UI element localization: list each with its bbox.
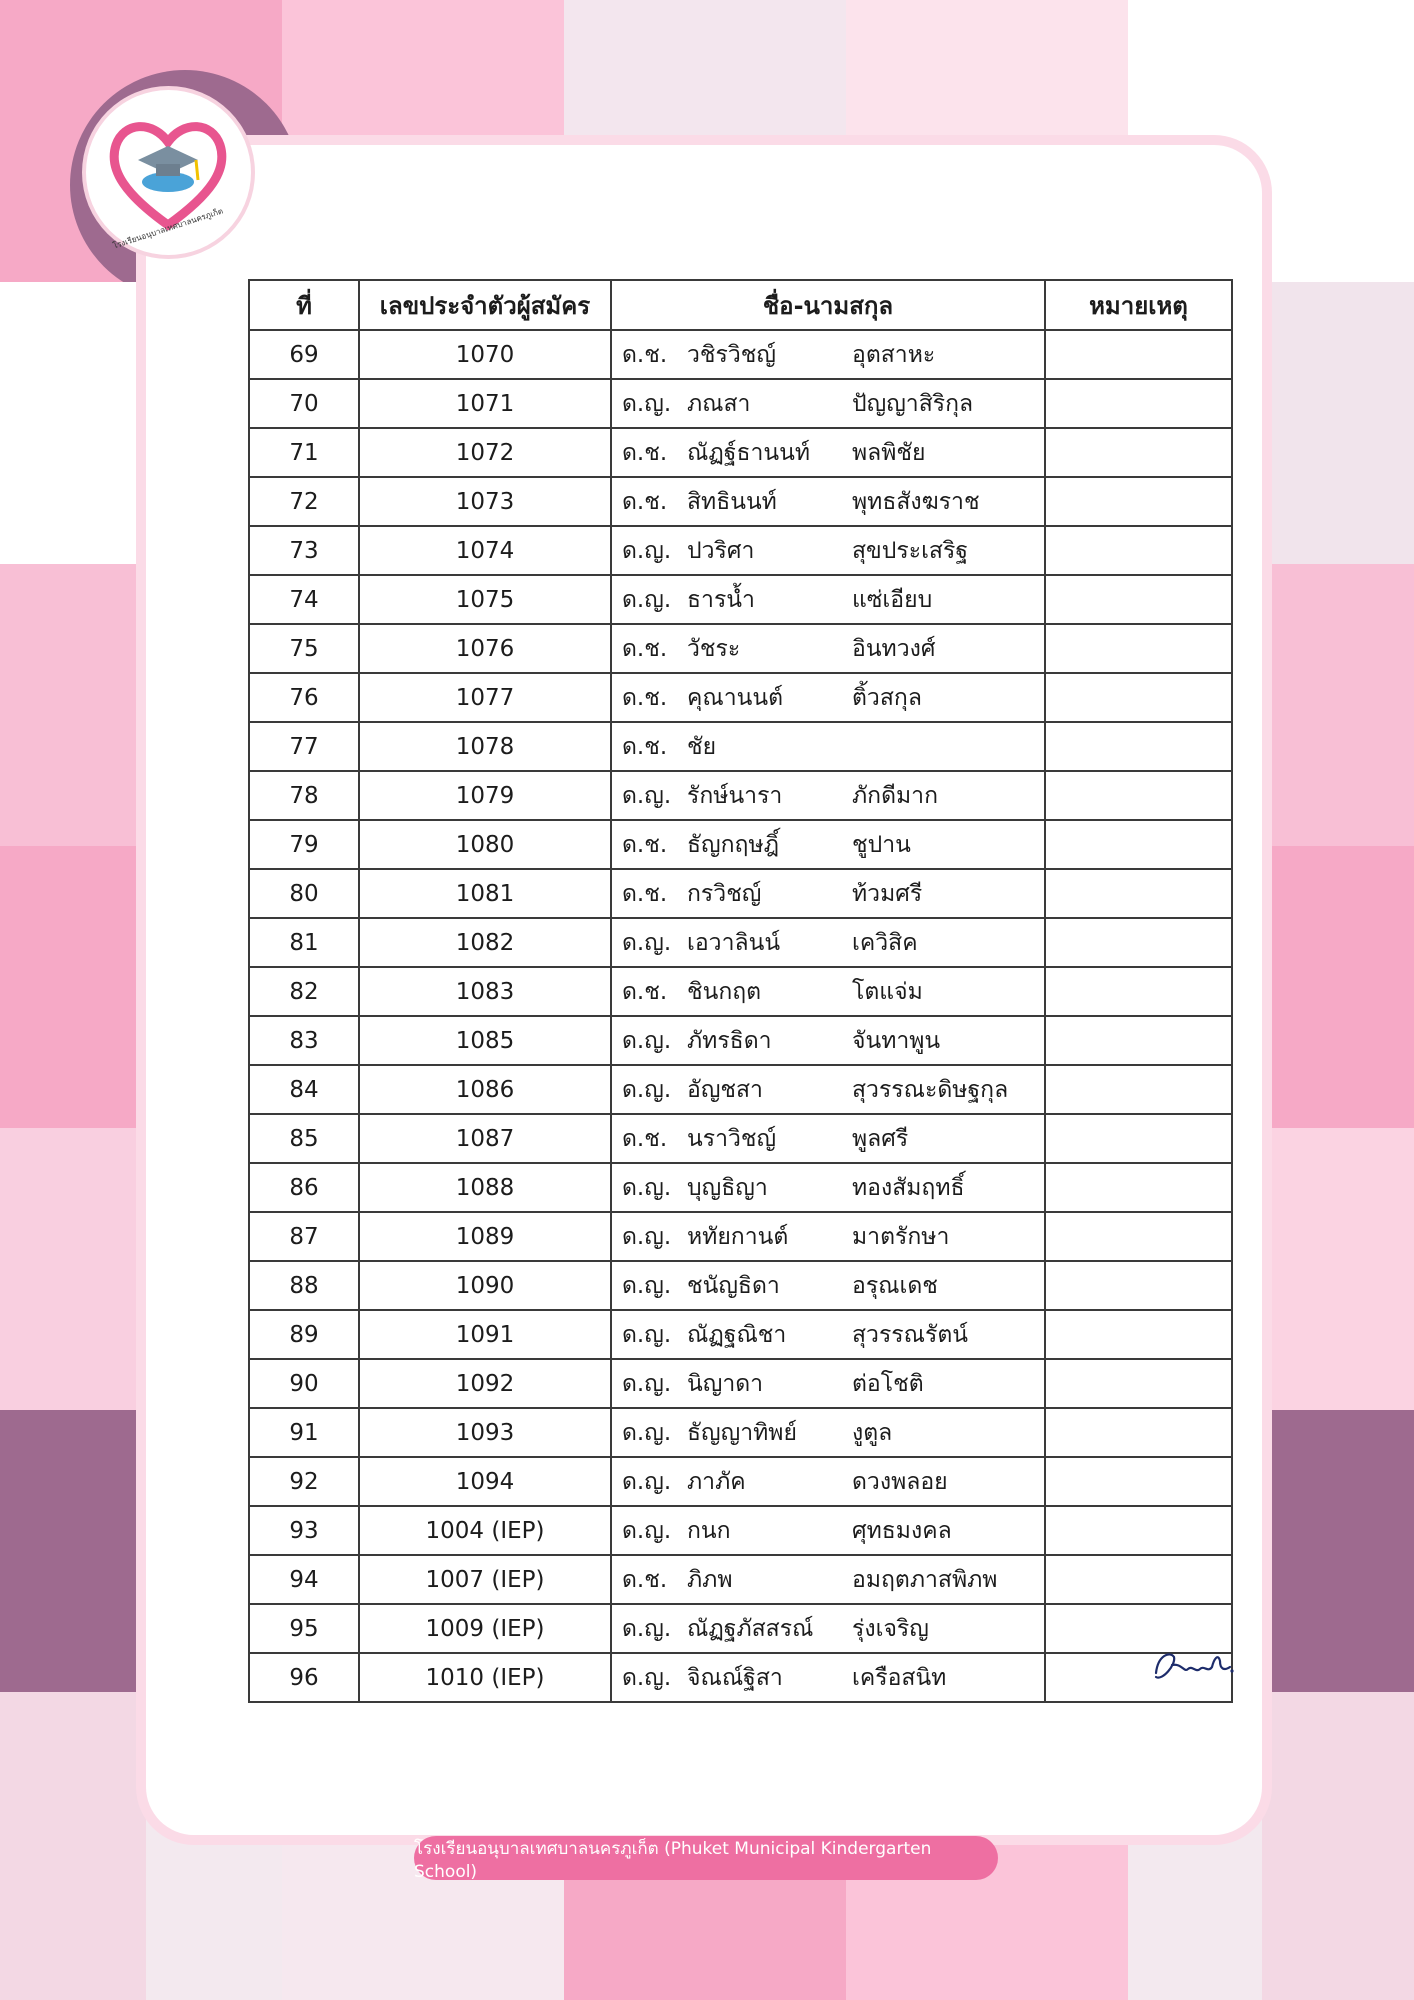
first-name: ธัญญาทิพย์ <box>687 1419 797 1446</box>
footer-text: โรงเรียนอนุบาลเทศบาลนครภูเก็ต (Phuket Municipal Kindergarten School) <box>414 1838 932 1882</box>
table-row <box>249 526 1232 575</box>
first-name: บุญธิญา <box>687 1174 768 1201</box>
cell-no: 71 <box>249 428 359 477</box>
cell-applicant-id: 1076 <box>359 624 611 673</box>
cell-remark <box>1045 428 1232 477</box>
first-name: รักษ์นารา <box>687 782 783 809</box>
header-remark: หมายเหตุ <box>1045 280 1232 330</box>
cell-name <box>611 428 1045 477</box>
cell-name <box>611 330 1045 379</box>
cell-remark <box>1045 477 1232 526</box>
cell-no: 84 <box>249 1065 359 1114</box>
first-name: ชินกฤต <box>687 978 762 1005</box>
last-name: งูตูล <box>852 1419 893 1446</box>
cell-no: 89 <box>249 1310 359 1359</box>
cell-applicant-id: 1093 <box>359 1408 611 1457</box>
name-title: ด.ญ. <box>622 586 672 613</box>
name-title: ด.ญ. <box>622 537 672 564</box>
cell-applicant-id: 1086 <box>359 1065 611 1114</box>
table-row <box>249 477 1232 526</box>
cell-no: 85 <box>249 1114 359 1163</box>
first-name: ภณสา <box>687 390 751 417</box>
last-name: ต่อโชติ <box>852 1370 924 1397</box>
first-name: ชัย <box>687 733 717 760</box>
table-row <box>249 722 1232 771</box>
table-row <box>249 869 1232 918</box>
last-name: เควิสิค <box>852 929 918 956</box>
cell-no: 79 <box>249 820 359 869</box>
cell-no: 93 <box>249 1506 359 1555</box>
table-row <box>249 1163 1232 1212</box>
cell-no: 72 <box>249 477 359 526</box>
cell-name <box>611 1212 1045 1261</box>
first-name: ณัฏฐภัสสรณ์ <box>687 1615 814 1642</box>
first-name: ปวริศา <box>687 537 755 564</box>
last-name: ท้วมศรี <box>852 880 923 907</box>
table-row <box>249 1506 1232 1555</box>
cell-applicant-id: 1082 <box>359 918 611 967</box>
last-name: ติ้วสกุล <box>852 684 922 711</box>
first-name: วชิรวิชญ์ <box>687 341 777 368</box>
last-name: อุตสาหะ <box>852 341 936 368</box>
name-title: ด.ญ. <box>622 929 672 956</box>
cell-name <box>611 1310 1045 1359</box>
first-name: ธัญกฤษฎิ์ <box>687 831 780 858</box>
cell-remark <box>1045 1016 1232 1065</box>
cell-no: 75 <box>249 624 359 673</box>
name-title: ด.ญ. <box>622 1468 672 1495</box>
cell-name <box>611 575 1045 624</box>
name-title: ด.ช. <box>622 1566 668 1593</box>
last-name: ดวงพลอย <box>852 1468 948 1495</box>
cell-applicant-id: 1077 <box>359 673 611 722</box>
name-title: ด.ญ. <box>622 1419 672 1446</box>
cell-name <box>611 1555 1045 1604</box>
first-name: ณัฏฐ์ธานนท์ <box>687 439 811 466</box>
last-name: สุวรรณะดิษฐกุล <box>852 1076 1009 1103</box>
first-name: ภาภัค <box>687 1468 746 1495</box>
name-title: ด.ช. <box>622 341 668 368</box>
cell-remark <box>1045 330 1232 379</box>
last-name: อรุณเดช <box>852 1272 938 1299</box>
cell-name <box>611 1016 1045 1065</box>
cell-applicant-id: 1078 <box>359 722 611 771</box>
cell-remark <box>1045 1163 1232 1212</box>
cell-remark <box>1045 1114 1232 1163</box>
first-name: เอวาลินน์ <box>687 929 781 956</box>
cell-name <box>611 967 1045 1016</box>
cell-remark <box>1045 379 1232 428</box>
table-row <box>249 624 1232 673</box>
first-name: สิทธินนท์ <box>687 488 777 515</box>
table-row <box>249 1065 1232 1114</box>
last-name: พลพิชัย <box>852 439 926 466</box>
cell-name <box>611 918 1045 967</box>
cell-applicant-id: 1075 <box>359 575 611 624</box>
cell-applicant-id: 1090 <box>359 1261 611 1310</box>
table-row <box>249 1261 1232 1310</box>
last-name: อินทวงศ์ <box>852 635 936 662</box>
name-title: ด.ญ. <box>622 1321 672 1348</box>
cell-name <box>611 1065 1045 1114</box>
cell-applicant-id: 1081 <box>359 869 611 918</box>
cell-no: 95 <box>249 1604 359 1653</box>
cell-no: 69 <box>249 330 359 379</box>
last-name: รุ่งเจริญ <box>852 1615 929 1642</box>
name-title: ด.ญ. <box>622 782 672 809</box>
cell-applicant-id: 1091 <box>359 1310 611 1359</box>
table-row <box>249 428 1232 477</box>
cell-name <box>611 1359 1045 1408</box>
table-row <box>249 1604 1232 1653</box>
first-name: หทัยกานต์ <box>687 1223 789 1250</box>
name-title: ด.ญ. <box>622 1223 672 1250</box>
cell-name <box>611 1114 1045 1163</box>
applicant-table <box>248 279 1233 1703</box>
cell-no: 94 <box>249 1555 359 1604</box>
cell-no: 90 <box>249 1359 359 1408</box>
cell-remark <box>1045 1359 1232 1408</box>
cell-applicant-id: 1087 <box>359 1114 611 1163</box>
cell-no: 80 <box>249 869 359 918</box>
first-name: ณัฏฐณิชา <box>687 1321 787 1348</box>
cell-name <box>611 1457 1045 1506</box>
cell-remark <box>1045 722 1232 771</box>
cell-applicant-id: 1083 <box>359 967 611 1016</box>
school-logo <box>86 90 251 255</box>
last-name: สุขประเสริฐ <box>852 537 969 564</box>
footer-banner <box>414 1836 998 1880</box>
cell-no: 81 <box>249 918 359 967</box>
name-title: ด.ญ. <box>622 1174 672 1201</box>
table-row <box>249 918 1232 967</box>
cell-name <box>611 673 1045 722</box>
cell-applicant-id: 1089 <box>359 1212 611 1261</box>
table-row <box>249 1359 1232 1408</box>
table-row <box>249 1653 1232 1702</box>
cell-applicant-id: 1007 (IEP) <box>359 1555 611 1604</box>
name-title: ด.ช. <box>622 1125 668 1152</box>
cell-remark <box>1045 918 1232 967</box>
cell-remark <box>1045 1261 1232 1310</box>
cell-remark <box>1045 1457 1232 1506</box>
cell-applicant-id: 1004 (IEP) <box>359 1506 611 1555</box>
cell-applicant-id: 1080 <box>359 820 611 869</box>
cell-no: 88 <box>249 1261 359 1310</box>
cell-applicant-id: 1009 (IEP) <box>359 1604 611 1653</box>
cell-name <box>611 869 1045 918</box>
table-row <box>249 1016 1232 1065</box>
table-row <box>249 1408 1232 1457</box>
name-title: ด.ช. <box>622 978 668 1005</box>
table-row <box>249 575 1232 624</box>
last-name: ปัญญาสิริกุล <box>852 390 974 417</box>
cell-applicant-id: 1085 <box>359 1016 611 1065</box>
first-name: วัชระ <box>687 635 741 662</box>
cell-remark <box>1045 1212 1232 1261</box>
cell-name <box>611 624 1045 673</box>
logo-caption: โรงเรียนอนุบาลเทศบาลนครภูเก็ต <box>111 206 225 251</box>
table-row <box>249 771 1232 820</box>
first-name: กนก <box>687 1517 731 1544</box>
cell-no: 92 <box>249 1457 359 1506</box>
cell-no: 70 <box>249 379 359 428</box>
cell-remark <box>1045 1310 1232 1359</box>
first-name: คุณานนต์ <box>687 684 784 711</box>
cell-remark <box>1045 526 1232 575</box>
header-name: ชื่อ-นามสกุล <box>611 280 1045 330</box>
cell-remark <box>1045 820 1232 869</box>
name-title: ด.ญ. <box>622 1027 672 1054</box>
last-name: ชูปาน <box>852 831 911 858</box>
name-title: ด.ญ. <box>622 1272 672 1299</box>
cell-remark <box>1045 869 1232 918</box>
cell-name <box>611 1506 1045 1555</box>
cell-no: 78 <box>249 771 359 820</box>
cell-no: 87 <box>249 1212 359 1261</box>
table-row <box>249 1555 1232 1604</box>
last-name: สุวรรณรัตน์ <box>852 1321 969 1348</box>
cell-remark <box>1045 1065 1232 1114</box>
cell-applicant-id: 1010 (IEP) <box>359 1653 611 1702</box>
cell-no: 82 <box>249 967 359 1016</box>
last-name: เครือสนิท <box>852 1664 947 1691</box>
name-title: ด.ช. <box>622 880 668 907</box>
cell-no: 91 <box>249 1408 359 1457</box>
cell-name <box>611 477 1045 526</box>
cell-name <box>611 1653 1045 1702</box>
cell-remark <box>1045 1555 1232 1604</box>
table-header-row <box>249 280 1232 330</box>
first-name: ชนัญธิดา <box>687 1272 780 1299</box>
cell-remark <box>1045 673 1232 722</box>
cell-no: 77 <box>249 722 359 771</box>
last-name: พุทธสังฆราช <box>852 488 980 515</box>
table-row <box>249 673 1232 722</box>
table-row <box>249 967 1232 1016</box>
cell-name <box>611 1408 1045 1457</box>
last-name: อมฤตภาสพิภพ <box>852 1566 998 1593</box>
name-title: ด.ญ. <box>622 1517 672 1544</box>
first-name: ธารน้ำ <box>687 586 755 613</box>
name-title: ด.ช. <box>622 831 668 858</box>
first-name: กรวิชญ์ <box>687 880 762 907</box>
cell-remark <box>1045 771 1232 820</box>
name-title: ด.ช. <box>622 684 668 711</box>
cell-no: 73 <box>249 526 359 575</box>
cell-name <box>611 1163 1045 1212</box>
last-name: โตแจ่ม <box>852 978 923 1005</box>
cell-remark <box>1045 575 1232 624</box>
name-title: ด.ญ. <box>622 1664 672 1691</box>
cell-applicant-id: 1092 <box>359 1359 611 1408</box>
first-name: จิณณ์ฐิสา <box>687 1664 783 1691</box>
cell-applicant-id: 1072 <box>359 428 611 477</box>
name-title: ด.ญ. <box>622 1615 672 1642</box>
name-title: ด.ช. <box>622 733 668 760</box>
cell-applicant-id: 1079 <box>359 771 611 820</box>
header-no: ที่ <box>249 280 359 330</box>
name-title: ด.ช. <box>622 488 668 515</box>
cell-applicant-id: 1073 <box>359 477 611 526</box>
cell-remark <box>1045 624 1232 673</box>
cell-applicant-id: 1070 <box>359 330 611 379</box>
last-name: จันทาพูน <box>852 1027 941 1054</box>
cell-name <box>611 771 1045 820</box>
first-name: ภัทรธิดา <box>687 1027 772 1054</box>
cell-remark <box>1045 1408 1232 1457</box>
name-title: ด.ญ. <box>622 1370 672 1397</box>
cell-applicant-id: 1094 <box>359 1457 611 1506</box>
cell-name <box>611 379 1045 428</box>
cell-name <box>611 1261 1045 1310</box>
first-name: ภิภพ <box>687 1566 733 1593</box>
name-title: ด.ญ. <box>622 1076 672 1103</box>
last-name: ศุทธมงคล <box>852 1517 952 1544</box>
last-name: ภักดีมาก <box>852 782 939 809</box>
signature <box>1148 1645 1238 1685</box>
last-name: ทองสัมฤทธิ์ <box>852 1174 965 1201</box>
table-row <box>249 820 1232 869</box>
cell-name <box>611 1604 1045 1653</box>
cell-no: 74 <box>249 575 359 624</box>
header-applicant-id: เลขประจำตัวผู้สมัคร <box>359 280 611 330</box>
cell-no: 76 <box>249 673 359 722</box>
first-name: อัญชสา <box>687 1076 763 1103</box>
table-row <box>249 1310 1232 1359</box>
last-name: พูลศรี <box>852 1125 909 1152</box>
cell-name <box>611 526 1045 575</box>
table-row <box>249 379 1232 428</box>
cell-remark <box>1045 1506 1232 1555</box>
name-title: ด.ช. <box>622 635 668 662</box>
name-title: ด.ช. <box>622 439 668 466</box>
cell-name <box>611 820 1045 869</box>
cell-no: 86 <box>249 1163 359 1212</box>
table-row <box>249 1114 1232 1163</box>
first-name: นิญาดา <box>687 1370 764 1397</box>
cell-no: 96 <box>249 1653 359 1702</box>
table-row <box>249 1212 1232 1261</box>
cell-applicant-id: 1071 <box>359 379 611 428</box>
name-title: ด.ญ. <box>622 390 672 417</box>
cell-applicant-id: 1074 <box>359 526 611 575</box>
cell-remark <box>1045 967 1232 1016</box>
cell-no: 83 <box>249 1016 359 1065</box>
last-name: มาตรักษา <box>852 1223 950 1250</box>
last-name: แซ่เอียบ <box>852 586 933 613</box>
cell-name <box>611 722 1045 771</box>
cell-applicant-id: 1088 <box>359 1163 611 1212</box>
table-row <box>249 1457 1232 1506</box>
first-name: นราวิชญ์ <box>687 1125 777 1152</box>
table-row <box>249 330 1232 379</box>
